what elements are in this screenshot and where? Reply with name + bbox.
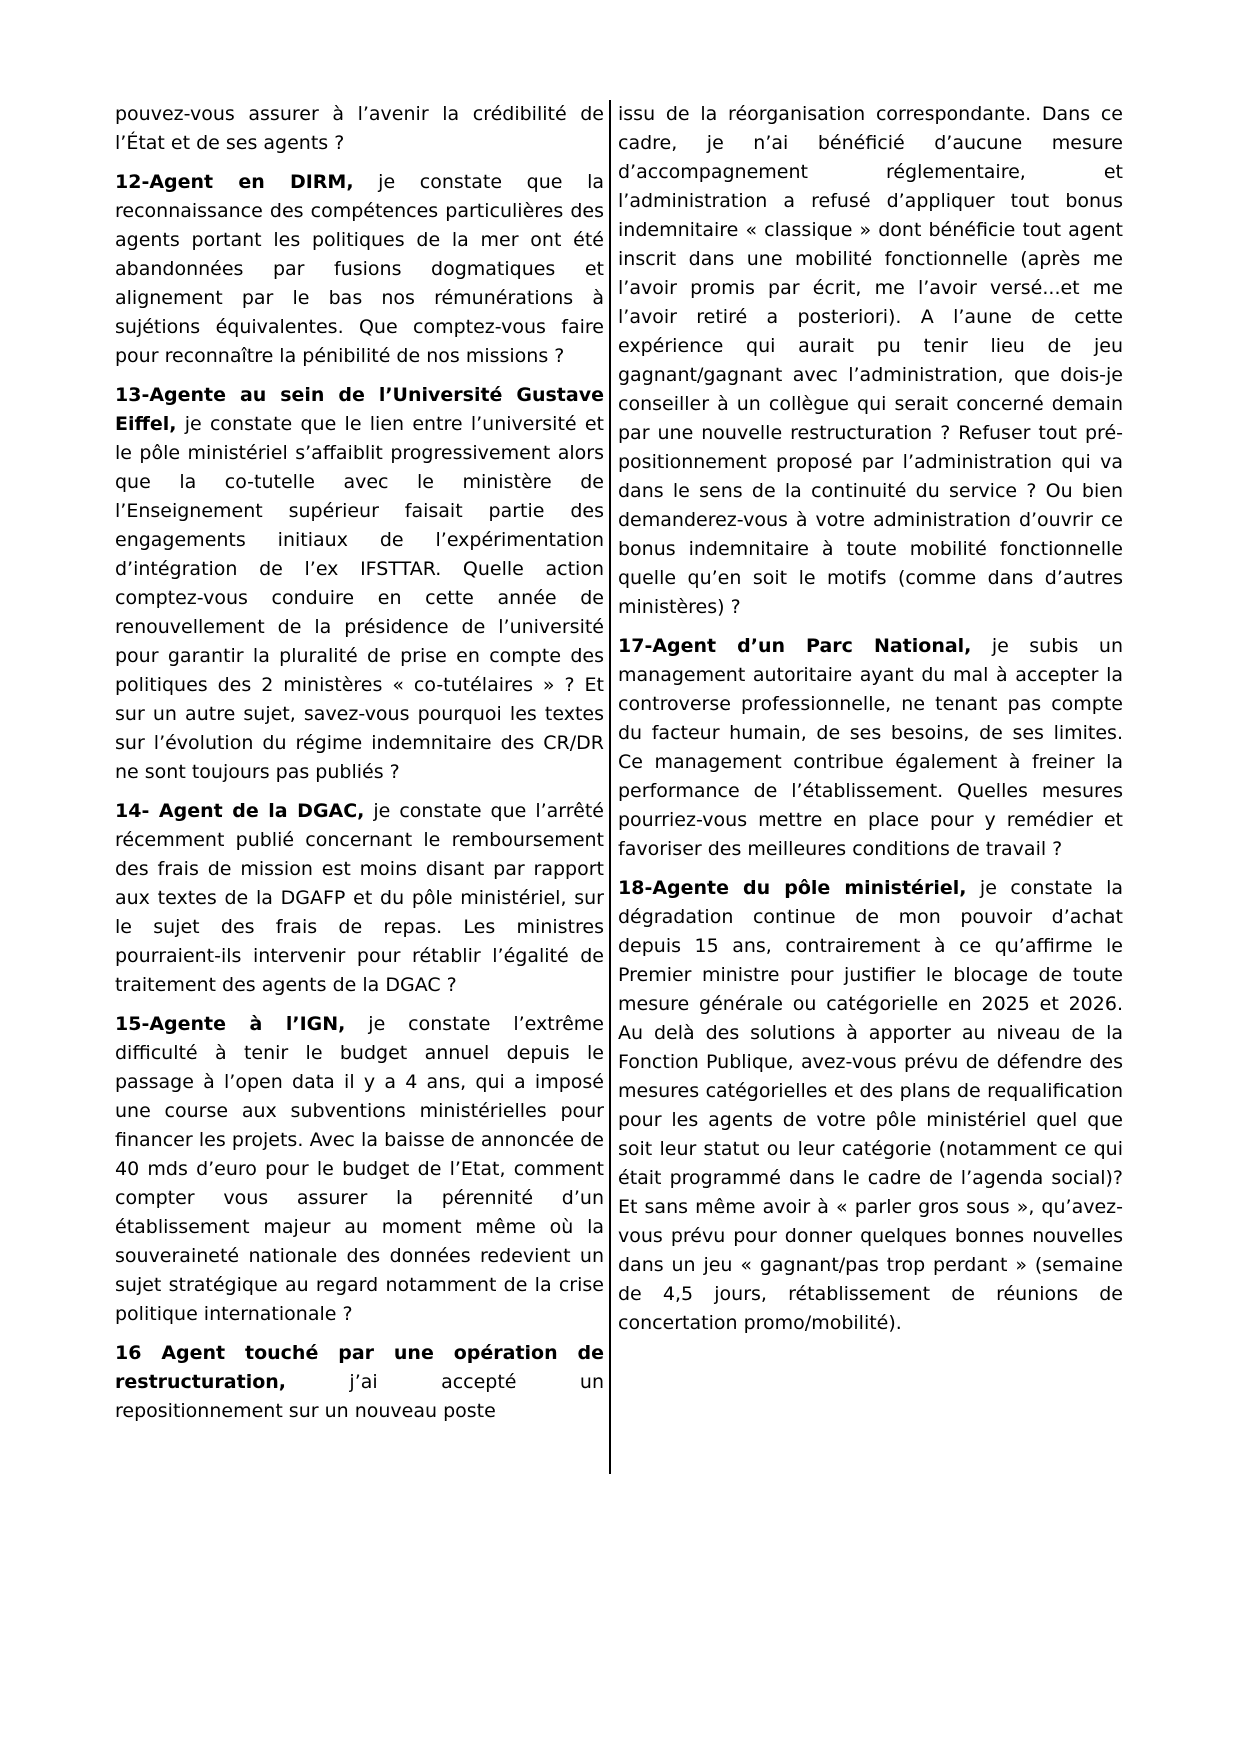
paragraph-text: issu de la réorganisation correspondante. Dans ce cadre, je n’ai bénéficié d’aucune mesure d’accompagnement réglementaire, et l’administration a refusé d’appliquer tout bonus indemnitaire « classique » dont bénéficie tout agent inscrit dans une mobilité fonctionnelle (après me l’avoir promis par écrit, me l’avoir versé...et me l’avoir retiré a posteriori). A l’aune de cette expérience qui aurait pu tenir lieu de jeu gagnant/gagnant avec l’administration, que dois-je conseiller à un collègue qui serait concerné demain par une nouvelle restructuration ? Refuser tout pré-positionnement proposé par l’administration qui va dans le sens de la continuité du service ? Ou bien demanderez-vous à votre administration d’ouvrir ce bonus indemnitaire à toute mobilité fonctionnelle quelle qu’en soit le motifs (comme dans d’autres ministères) ? xyxy=(618,103,1123,618)
question-13-label: 13-Agente au sein de l’Université Gustave Eiffel, xyxy=(115,384,604,435)
paragraph-question-16 xyxy=(115,1339,604,1426)
paragraph-question-13 xyxy=(115,381,604,787)
question-17-label: 17-Agent d’un Parc National, xyxy=(618,635,972,657)
question-15-label: 15-Agente à l’IGN, xyxy=(115,1013,346,1035)
two-column-text-block xyxy=(115,100,1127,1474)
question-15-text: je constate l’extrême difficulté à tenir le budget annuel depuis le passage à l’open data il y a 4 ans, qui a imposé une course aux subventions ministérielles pour financer les projets. Avec la baisse de annoncée de 40 mds d’euro pour le budget de l’Etat, comment compter vous assurer la pérennité d’un établissement majeur au moment même où la souveraineté nationale des données redevient un sujet stratégique au regard notamment de la crise politique internationale ? xyxy=(115,1013,605,1325)
paragraph-question-18 xyxy=(618,874,1123,1338)
paragraph-continuation-right xyxy=(618,100,1123,622)
question-16-text: j’ai accepté un repositionnement sur un nouveau poste xyxy=(115,1371,604,1422)
question-14-label: 14- Agent de la DGAC, xyxy=(115,800,365,822)
question-12-label: 12-Agent en DIRM, xyxy=(115,171,354,193)
question-17-text: je subis un management autoritaire ayant du mal à accepter la controverse professionnelle, ne tenant pas compte du facteur humain, de ses besoins, de ses limites. Ce management contribue également à freiner la performance de l’établissement. Quelles mesures pourriez-vous mettre en place pour y remédier et favoriser des meilleures conditions de travail ? xyxy=(618,635,1123,860)
question-13-text: je constate que le lien entre l’université et le pôle ministériel s’affaiblit progressivement alors que la co-tutelle avec le ministère de l’Enseignement supérieur faisait partie des engagements initiaux de l’expérimentation d’intégration de l’ex IFSTTAR. Quelle action comptez-vous conduire en cette année de renouvellement de la présidence de l’université pour garantir la pluralité de prise en compte des politiques des 2 ministères « co-tutélaires » ? Et sur un autre sujet, savez-vous pourquoi les textes sur l’évolution du régime indemnitaire des CR/DR ne sont toujours pas publiés ? xyxy=(115,413,604,783)
paragraph-question-15 xyxy=(115,1010,604,1329)
paragraph-question-14 xyxy=(115,797,604,1000)
paragraph-question-17 xyxy=(618,632,1123,864)
question-18-text: je constate la dégradation continue de mon pouvoir d’achat depuis 15 ans, contrairement à ce qu’affirme le Premier ministre pour justifier le blocage de toute mesure générale ou catégorielle en 2025 et 2026. Au delà des solutions à apporter au niveau de la Fonction Publique, avez-vous prévu de défendre des mesures catégorielles et des plans de requalification pour les agents de votre pôle ministériel quel que soit leur statut ou leur catégorie (notamment ce qui était programmé dans le cadre de l’agenda social)? Et sans même avoir à « parler gros sous », qu’avez-vous prévu pour donner quelques bonnes nouvelles dans un jeu « gagnant/pas trop perdant » (semaine de 4,5 jours, rétablissement de réunions de concertation promo/mobilité). xyxy=(618,877,1123,1334)
column-divider xyxy=(609,100,611,1474)
paragraph-question-12 xyxy=(115,168,604,371)
column-left xyxy=(115,100,604,1426)
question-12-text: je constate que la reconnaissance des compétences particulières des agents portant les politiques de la mer ont été abandonnées par fusions dogmatiques et alignement par le bas nos rémunérations à sujétions équivalentes. Que comptez-vous faire pour reconnaître la pénibilité de nos missions ? xyxy=(115,171,604,367)
question-14-text: je constate que l’arrêté récemment publié concernant le remboursement des frais de mission est moins disant par rapport aux textes de la DGAFP et du pôle ministériel, sur le sujet des frais de repas. Les ministres pourraient-ils intervenir pour rétablir l’égalité de traitement des agents de la DGAC ? xyxy=(115,800,604,996)
question-16-label: 16 Agent touché par une opération de restructuration, xyxy=(115,1342,604,1393)
paragraph-text: pouvez-vous assurer à l’avenir la crédibilité de l’État et de ses agents ? xyxy=(115,103,604,154)
question-18-label: 18-Agente du pôle ministériel, xyxy=(618,877,967,899)
paragraph-continuation-left xyxy=(115,100,604,158)
column-right xyxy=(618,100,1123,1338)
